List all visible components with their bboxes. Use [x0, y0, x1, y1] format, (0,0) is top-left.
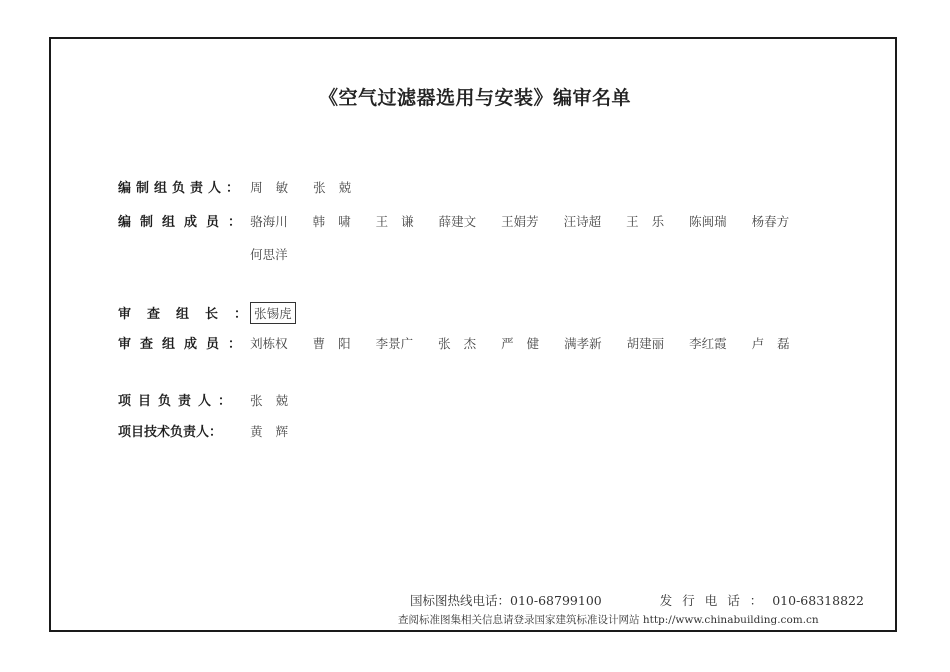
distribution-number: 010-68318822	[772, 593, 864, 608]
label-review-members: 审查组成员：	[118, 337, 251, 352]
website-link[interactable]: http://www.chinabuilding.com.cn	[642, 614, 819, 626]
person-name: 何思洋	[250, 247, 288, 262]
person-name: 杨春方	[751, 214, 790, 229]
person-name: 王乐	[626, 214, 678, 229]
person-name: 王谦	[375, 214, 427, 229]
person-name: 陈闽瑞	[689, 214, 727, 229]
label-review-lead: 审查组长：	[118, 307, 264, 322]
names-compile-lead	[250, 178, 372, 196]
names-compile-members-cont	[250, 245, 309, 263]
label-compile-lead: 编制组负责人：	[118, 181, 245, 196]
names-project-lead	[250, 391, 309, 409]
row-compile-members	[118, 211, 810, 230]
person-name: 胡建丽	[626, 336, 665, 351]
label-project-tech-lead: 项目技术负责人：	[118, 425, 223, 440]
row-compile-lead	[118, 177, 372, 196]
person-name: 严健	[501, 336, 553, 351]
label-compile-members: 编制组成员：	[118, 215, 251, 230]
person-name: 张兢	[250, 393, 302, 408]
names-review-members	[250, 334, 811, 352]
person-name: 曹阳	[312, 336, 364, 351]
distribution-label: 发行电话：	[659, 593, 773, 608]
person-name: 满孝新	[564, 336, 602, 351]
person-name: 张兢	[313, 180, 365, 195]
person-name: 周敏	[250, 180, 302, 195]
person-name: 张锡虎	[250, 302, 296, 324]
row-review-members	[118, 333, 811, 352]
person-name: 韩啸	[312, 214, 364, 229]
label-project-lead: 项目负责人：	[118, 394, 239, 409]
person-name: 汪诗超	[563, 214, 602, 229]
row-compile-members-cont	[118, 245, 309, 263]
names-project-tech-lead	[250, 422, 309, 440]
person-name: 刘栋权	[250, 336, 288, 351]
person-name: 张杰	[438, 336, 490, 351]
names-compile-members	[250, 212, 810, 230]
person-name: 王娟芳	[501, 214, 539, 229]
person-name: 薛建文	[438, 214, 477, 229]
hotline-label: 国标图热线电话：	[410, 593, 511, 608]
person-name: 黄辉	[250, 424, 302, 439]
names-review-lead	[250, 302, 317, 324]
hotline-number: 010-68799100	[510, 593, 602, 608]
website-text: 查阅标准图集相关信息请登录国家建筑标准设计网站	[398, 614, 640, 626]
person-name: 李景广	[375, 336, 414, 351]
row-review-lead	[118, 302, 317, 324]
person-name: 卢磊	[751, 336, 803, 351]
row-project-lead	[118, 390, 309, 409]
person-name: 骆海川	[250, 214, 288, 229]
document-title: 《空气过滤器选用与安装》编审名单	[318, 87, 631, 109]
row-project-tech-lead	[118, 421, 309, 440]
person-name: 李红霞	[689, 336, 727, 351]
footer-phones	[410, 591, 864, 609]
footer-website	[398, 612, 819, 627]
